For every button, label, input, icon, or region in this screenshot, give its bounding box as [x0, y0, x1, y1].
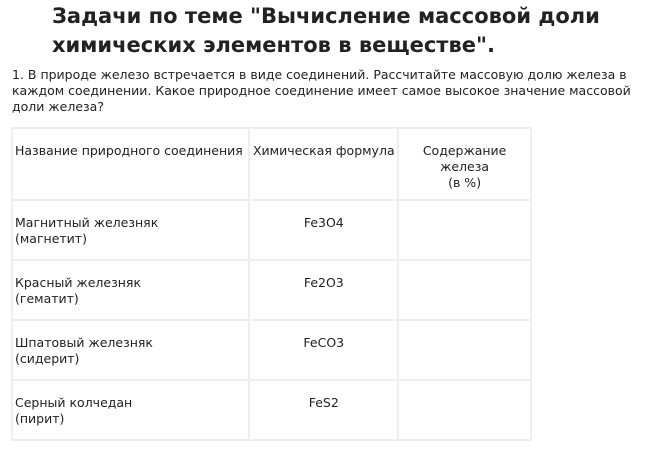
iron-content-cell[interactable] [398, 380, 531, 440]
compound-name-cell [12, 200, 249, 260]
page-title-line-1: Задачи по теме "Вычисление массовой доли [52, 4, 600, 28]
task-text-line-3: доли железа? [12, 99, 104, 114]
header-iron-content-line-2: (в %) [448, 175, 482, 190]
compound-name-cell [12, 380, 249, 440]
mineral-name: (пирит) [15, 411, 65, 426]
task-text-line-1: 1. В природе железо встречается в виде соединений. Рассчитайте массовую долю железа в [12, 67, 627, 82]
compound-name: Шпатовый железняк [15, 335, 153, 350]
iron-content-cell[interactable] [398, 200, 531, 260]
header-compound-name: Название природного соединения [12, 128, 249, 200]
compound-name: Магнитный железняк [15, 215, 159, 230]
table-row [12, 260, 531, 320]
iron-content-cell[interactable] [398, 260, 531, 320]
formula-cell: Fe3O4 [249, 200, 398, 260]
table-row [12, 320, 531, 380]
mineral-name: (гематит) [15, 291, 79, 306]
mineral-name: (магнетит) [15, 231, 87, 246]
task-text [12, 67, 647, 115]
formula-cell: FeS2 [249, 380, 398, 440]
compound-name-cell [12, 320, 249, 380]
formula-cell: FeCO3 [249, 320, 398, 380]
header-iron-content-line-1: Содержание железа [422, 143, 507, 174]
compound-name-cell [12, 260, 249, 320]
header-chemical-formula: Химическая формула [249, 128, 398, 200]
iron-compounds-table [11, 127, 532, 441]
compound-name: Красный железняк [15, 275, 142, 290]
page-title-line-2: химических элементов в веществе". [52, 33, 495, 57]
header-iron-content [398, 128, 531, 200]
mineral-name: (сидерит) [15, 351, 80, 366]
table-row [12, 380, 531, 440]
table-header-row [12, 128, 531, 200]
iron-content-cell[interactable] [398, 320, 531, 380]
formula-cell: Fe2O3 [249, 260, 398, 320]
task-text-line-2: каждом соединении. Какое природное соединение имеет самое высокое значение массовой [12, 83, 631, 98]
compound-name: Серный колчедан [15, 395, 133, 410]
table-row [12, 200, 531, 260]
page-title [52, 2, 642, 60]
